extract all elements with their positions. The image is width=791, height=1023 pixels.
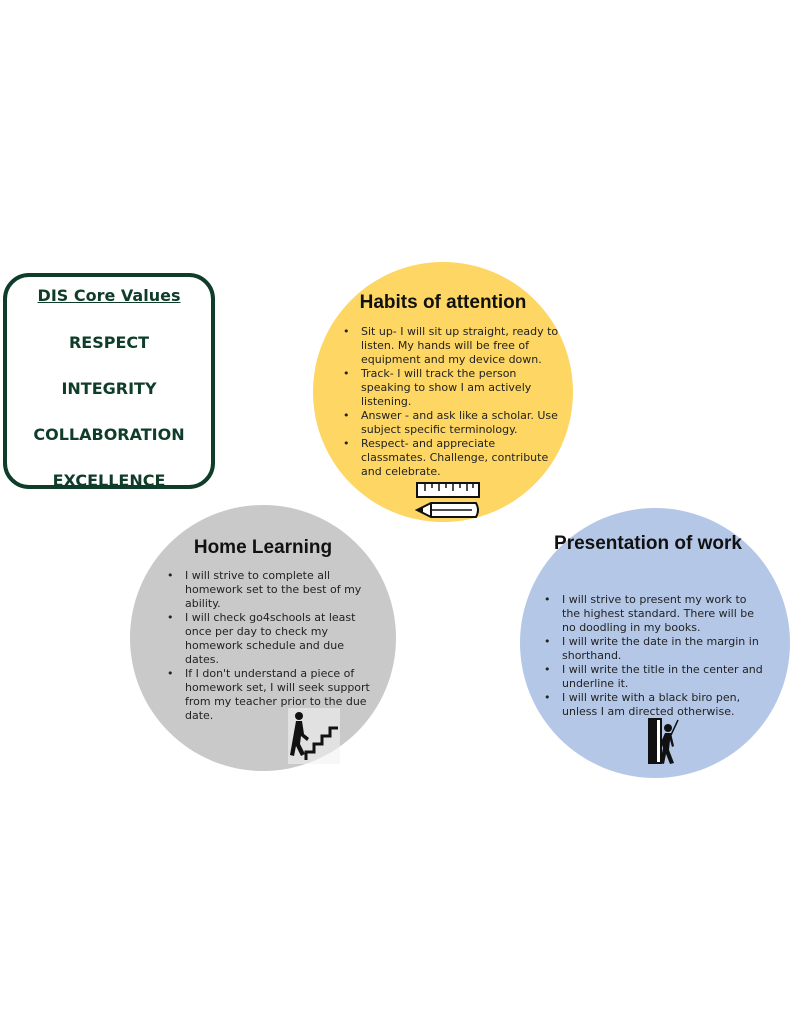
list-item: • I will strive to complete all homework set to the best of my ability.: [167, 569, 362, 610]
habits-title: Habits of attention: [359, 292, 527, 313]
list-item: • I will check go4schools at least once per day to check my homework schedule and due dates.: [167, 611, 356, 666]
list-item: • I will write with a black biro pen, unless I am directed otherwise.: [544, 691, 741, 718]
core-value-excellence: EXCELLENCE: [52, 471, 166, 490]
list-item: • I will write the title in the center and underline it.: [544, 663, 763, 690]
core-value-integrity: INTEGRITY: [61, 379, 157, 398]
core-values-title: DIS Core Values: [37, 286, 181, 305]
core-values-box: [3, 273, 215, 489]
list-item: • Sit up- I will sit up straight, ready to listen. My hands will be free of equipment and my device down.: [343, 325, 559, 366]
ruler-pencil-icon: [414, 482, 482, 522]
list-item: • Respect- and appreciate classmates. Challenge, contribute and celebrate.: [343, 437, 549, 478]
core-value-collaboration: COLLABORATION: [33, 425, 185, 444]
stairs-climber-icon: [288, 708, 340, 764]
list-item: • If I don't understand a piece of homework set, I will seek support from my teacher prior to the due date.: [167, 667, 370, 722]
presentation-title: Presentation of work: [554, 533, 742, 554]
list-item: • Track- I will track the person speaking to show I am actively listening.: [343, 367, 532, 408]
list-item: • Answer - and ask like a scholar. Use subject specific terminology.: [343, 409, 558, 436]
home-learning-list: [163, 569, 373, 723]
home-learning-title: Home Learning: [193, 537, 333, 558]
door-exit-icon: [646, 716, 680, 766]
habits-list: [339, 325, 561, 479]
list-item: • I will write the date in the margin in shorthand.: [544, 635, 759, 662]
core-value-respect: RESPECT: [68, 333, 150, 352]
list-item: • I will strive to present my work to the highest standard. There will be no doodling in my books.: [544, 593, 755, 634]
presentation-list: [540, 593, 766, 719]
